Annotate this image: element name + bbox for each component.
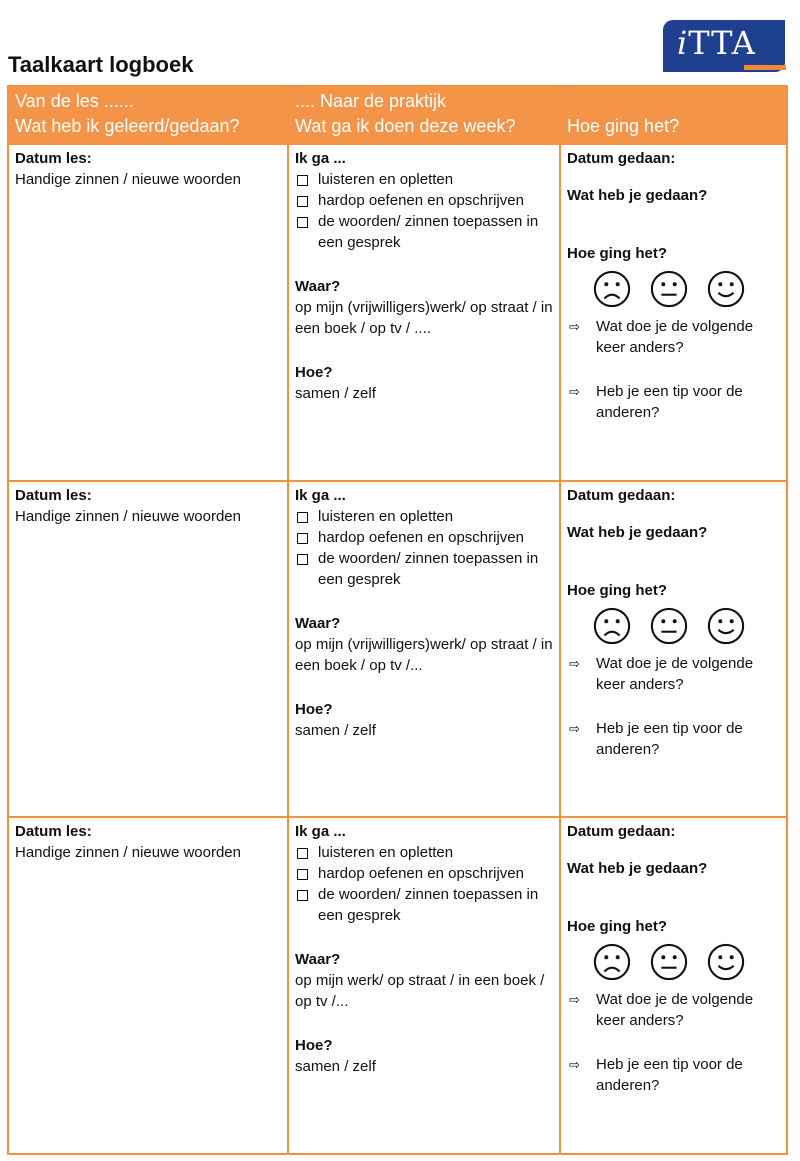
how-went-label: Hoe ging het? xyxy=(567,245,667,262)
question-tip-text: Heb je een tip voor de anderen? xyxy=(596,1056,743,1095)
neutral-face-icon[interactable] xyxy=(650,270,688,308)
mood-faces xyxy=(567,607,781,645)
lesson-topic: Handige zinnen / nieuwe woorden xyxy=(15,507,241,525)
option-item xyxy=(295,842,554,863)
option-label: de woorden/ zinnen toepassen in een gesprek xyxy=(318,886,539,925)
arrow-right-icon: ⇨ xyxy=(569,655,580,671)
option-label: luisteren en opletten xyxy=(318,171,454,188)
practice-cell xyxy=(288,144,560,481)
option-label: hardop oefenen en opschrijven xyxy=(318,528,524,546)
lesson-date-label: Datum les: xyxy=(15,150,92,167)
what-done-label: Wat heb je gedaan? xyxy=(567,860,708,878)
question-next-time-text: Wat doe je de volgende keer anders? xyxy=(596,318,754,356)
question-tip xyxy=(567,381,781,423)
date-done-label: Datum gedaan: xyxy=(567,823,676,841)
log-row xyxy=(8,144,787,481)
question-tip-text: Heb je een tip voor de anderen? xyxy=(596,719,743,758)
question-next-time xyxy=(567,989,781,1031)
date-done-label: Datum gedaan: xyxy=(567,150,676,167)
question-next-time xyxy=(567,653,781,695)
arrow-right-icon: ⇨ xyxy=(569,1057,580,1073)
neutral-face-icon[interactable] xyxy=(650,943,688,981)
checkbox[interactable] xyxy=(297,848,308,859)
question-next-time xyxy=(567,316,781,358)
option-item xyxy=(295,506,554,527)
header-col2-line1: .... Naar de praktijk xyxy=(288,86,560,114)
how-went-label: Hoe ging het? xyxy=(567,918,667,936)
option-label: hardop oefenen en opschrijven xyxy=(318,865,524,883)
mood-faces xyxy=(567,270,781,308)
happy-face-icon[interactable] xyxy=(707,943,745,981)
sad-face-icon[interactable] xyxy=(593,607,631,645)
where-heading: Waar? xyxy=(295,614,341,632)
option-label: de woorden/ zinnen toepassen in een gesprek xyxy=(318,549,539,588)
where-heading: Waar? xyxy=(295,278,341,295)
option-item xyxy=(295,169,554,190)
how-went-label: Hoe ging het? xyxy=(567,581,667,599)
what-done-label: Wat heb je gedaan? xyxy=(567,187,708,204)
logo-letters: TTA xyxy=(688,24,756,62)
option-item xyxy=(295,190,554,211)
question-tip xyxy=(567,1054,781,1096)
logo-letter-i: i xyxy=(677,24,689,62)
header-col1-line1: Van de les ...... xyxy=(8,86,288,114)
option-label: hardop oefenen en opschrijven xyxy=(318,192,524,209)
option-label: luisteren en opletten xyxy=(318,507,454,525)
how-heading: Hoe? xyxy=(295,700,333,718)
where-text: op mijn werk/ op straat / in een boek / op tv /... xyxy=(295,972,545,1011)
lesson-date-label: Datum les: xyxy=(15,486,92,504)
what-done-label: Wat heb je gedaan? xyxy=(567,523,708,541)
where-text: op mijn (vrijwilligers)werk/ op straat / in een boek / op tv / .... xyxy=(295,299,553,337)
lesson-topic: Handige zinnen / nieuwe woorden xyxy=(15,844,241,862)
option-item xyxy=(295,211,554,253)
lesson-cell xyxy=(8,144,288,481)
how-heading: Hoe? xyxy=(295,1037,333,1055)
practice-heading: Ik ga ... xyxy=(295,486,346,504)
checkbox[interactable] xyxy=(297,533,308,544)
option-item xyxy=(295,548,554,590)
itta-logo xyxy=(663,20,785,72)
page-title: Taalkaart logboek xyxy=(8,52,194,77)
how-text: samen / zelf xyxy=(295,385,376,402)
checkbox[interactable] xyxy=(297,196,308,207)
arrow-right-icon: ⇨ xyxy=(569,319,580,334)
arrow-right-icon: ⇨ xyxy=(569,992,580,1008)
happy-face-icon[interactable] xyxy=(707,607,745,645)
practice-heading: Ik ga ... xyxy=(295,150,346,167)
header-row-bottom xyxy=(8,114,787,144)
reflection-cell xyxy=(560,144,787,481)
option-item xyxy=(295,884,554,926)
checkbox[interactable] xyxy=(297,869,308,880)
question-tip xyxy=(567,718,781,760)
how-text: samen / zelf xyxy=(295,721,376,739)
checkbox[interactable] xyxy=(297,554,308,565)
header-col3-line2: Hoe ging het? xyxy=(560,114,787,144)
log-row xyxy=(8,817,787,1154)
practice-cell xyxy=(288,481,560,818)
header-col2-line2: Wat ga ik doen deze week? xyxy=(288,114,560,144)
question-next-time-text: Wat doe je de volgende keer anders? xyxy=(596,654,754,693)
mood-faces xyxy=(567,943,781,981)
happy-face-icon[interactable] xyxy=(707,270,745,308)
log-row xyxy=(8,481,787,818)
sad-face-icon[interactable] xyxy=(593,943,631,981)
date-done-label: Datum gedaan: xyxy=(567,486,676,504)
lesson-topic: Handige zinnen / nieuwe woorden xyxy=(15,171,241,188)
header-col1-line2: Wat heb ik geleerd/gedaan? xyxy=(8,114,288,144)
header-row-top xyxy=(8,86,787,114)
checkbox[interactable] xyxy=(297,175,308,186)
how-text: samen / zelf xyxy=(295,1058,376,1076)
option-item xyxy=(295,863,554,884)
neutral-face-icon[interactable] xyxy=(650,607,688,645)
lesson-date-label: Datum les: xyxy=(15,823,92,841)
how-heading: Hoe? xyxy=(295,364,333,381)
logo-accent-bar xyxy=(744,65,786,70)
reflection-cell xyxy=(560,817,787,1154)
arrow-right-icon: ⇨ xyxy=(569,384,580,399)
practice-heading: Ik ga ... xyxy=(295,823,346,841)
option-label: luisteren en opletten xyxy=(318,844,454,862)
where-heading: Waar? xyxy=(295,951,341,969)
sad-face-icon[interactable] xyxy=(593,270,631,308)
checkbox[interactable] xyxy=(297,217,308,228)
option-item xyxy=(295,527,554,548)
logbook-table xyxy=(7,85,788,1155)
question-next-time-text: Wat doe je de volgende keer anders? xyxy=(596,991,754,1030)
practice-cell xyxy=(288,817,560,1154)
checkbox[interactable] xyxy=(297,512,308,523)
option-label: de woorden/ zinnen toepassen in een gesprek xyxy=(318,213,539,251)
header-col3-line1 xyxy=(560,86,787,114)
where-text: op mijn (vrijwilligers)werk/ op straat / in een boek / op tv /... xyxy=(295,635,553,674)
logo-text xyxy=(677,24,756,62)
reflection-cell xyxy=(560,481,787,818)
checkbox[interactable] xyxy=(297,890,308,901)
lesson-cell xyxy=(8,817,288,1154)
lesson-cell xyxy=(8,481,288,818)
question-tip-text: Heb je een tip voor de anderen? xyxy=(596,383,743,421)
arrow-right-icon: ⇨ xyxy=(569,720,580,736)
